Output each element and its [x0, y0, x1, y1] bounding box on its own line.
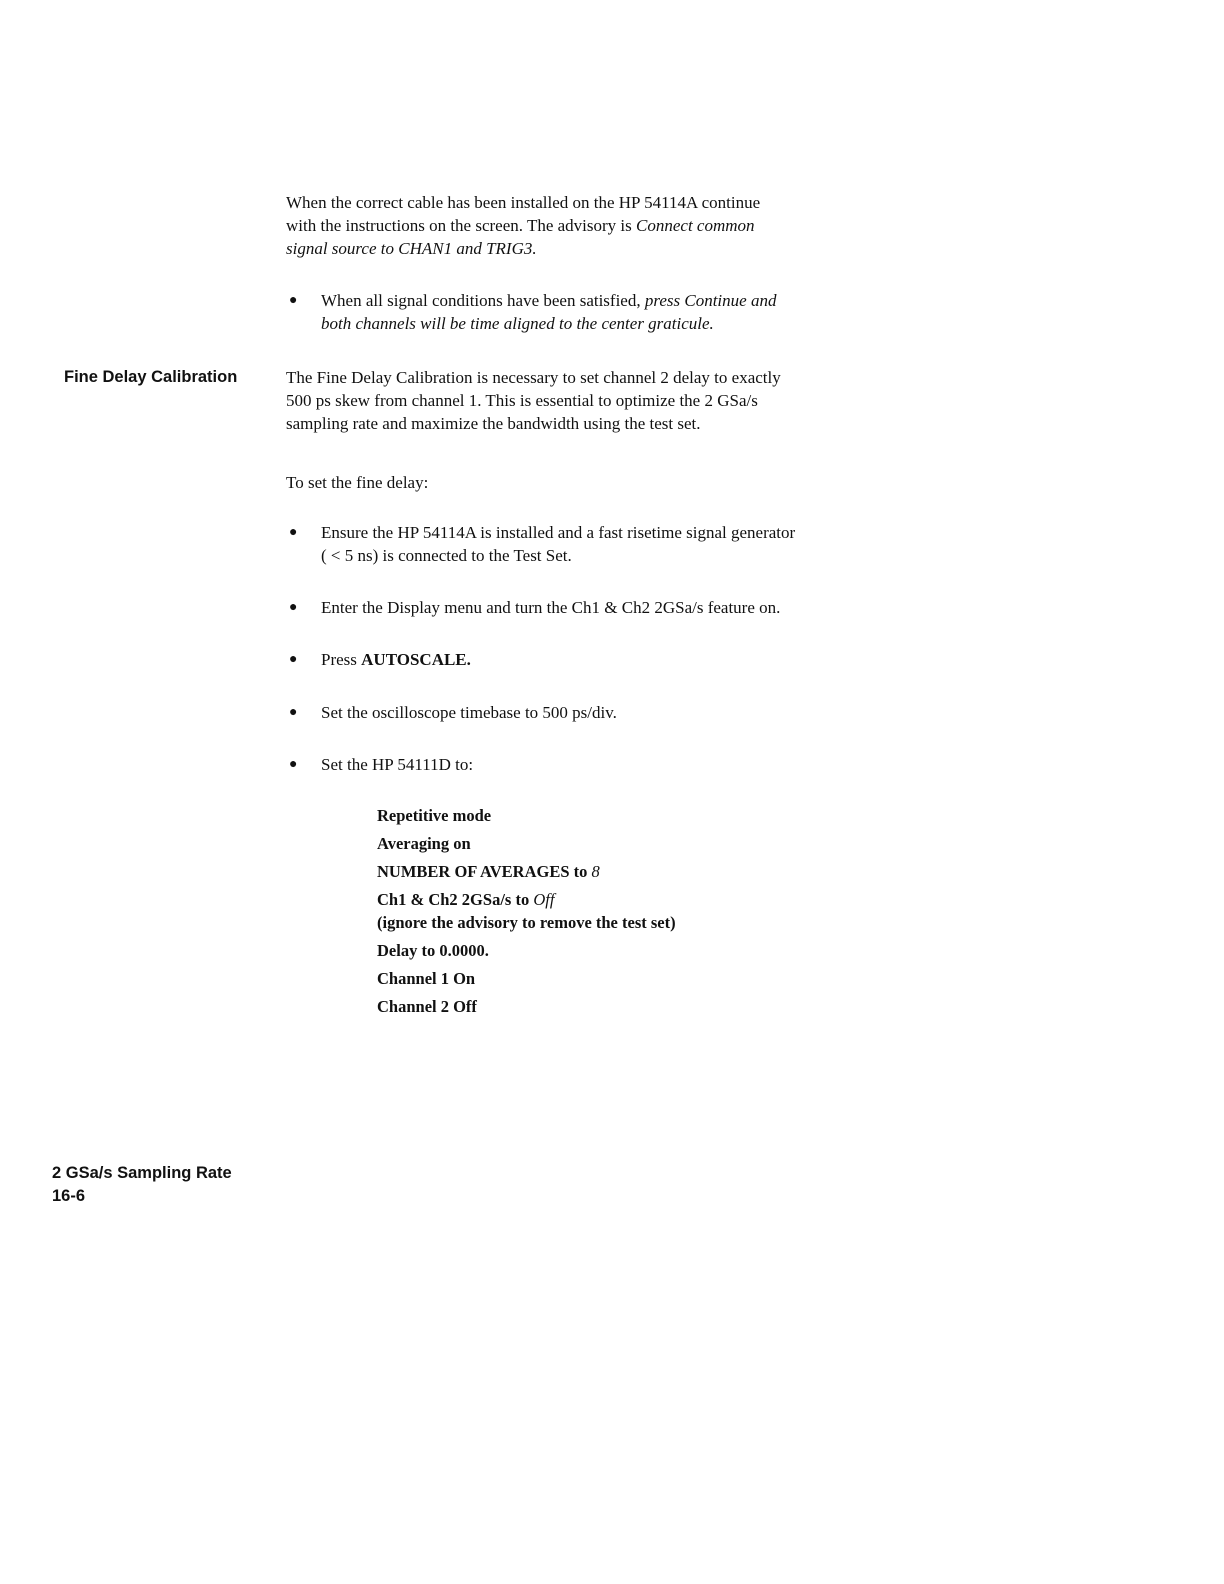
setting-delay: Delay to 0.0000. — [377, 941, 489, 960]
intro-paragraph — [286, 191, 886, 260]
section-paragraph — [286, 366, 886, 435]
setting-averaging: Averaging on — [377, 834, 471, 853]
bullet-icon: ● — [289, 652, 298, 667]
intro-line-2: with the instructions on the screen. The advisory is Connect common — [286, 216, 755, 235]
intro-line-3: signal source to CHAN1 and TRIG3. — [286, 239, 537, 258]
footer-title: 2 GSa/s Sampling Rate — [52, 1164, 232, 1182]
setting-channel-1: Channel 1 On — [377, 969, 476, 988]
setting-2gsa: Ch1 & Ch2 2GSa/s to Off — [377, 890, 555, 909]
intro-line-1: When the correct cable has been installed on the HP 54114A continue — [286, 193, 761, 212]
section-line-2: 500 ps skew from channel 1. This is essential to optimize the 2 GSa/s — [286, 391, 758, 410]
to-set-label: To set the fine delay: — [286, 473, 429, 492]
bullet-icon: ● — [289, 757, 298, 772]
bullet-icon: ● — [289, 525, 298, 540]
bullet-icon: ● — [289, 600, 298, 615]
setting-channel-2: Channel 2 Off — [377, 997, 477, 1016]
bullet-icon: ● — [289, 293, 298, 308]
page-number: 16-6 — [52, 1187, 86, 1205]
setting-ignore-note: (ignore the advisory to remove the test set) — [377, 913, 676, 932]
settings-list — [377, 804, 676, 1018]
footer — [52, 1162, 232, 1208]
bullet-icon: ● — [289, 705, 298, 720]
section-heading: Fine Delay Calibration — [64, 368, 238, 386]
section-line-3: sampling rate and maximize the bandwidth using the test set. — [286, 414, 701, 433]
list-item-text: When all signal conditions have been satisfied, press Continue and both channels will be time aligned to the center graticule. — [321, 291, 777, 333]
setting-repetitive: Repetitive mode — [377, 806, 492, 825]
setting-averages-count: NUMBER OF AVERAGES to 8 — [377, 862, 600, 881]
section-line-1: The Fine Delay Calibration is necessary to set channel 2 delay to exactly — [286, 368, 781, 387]
